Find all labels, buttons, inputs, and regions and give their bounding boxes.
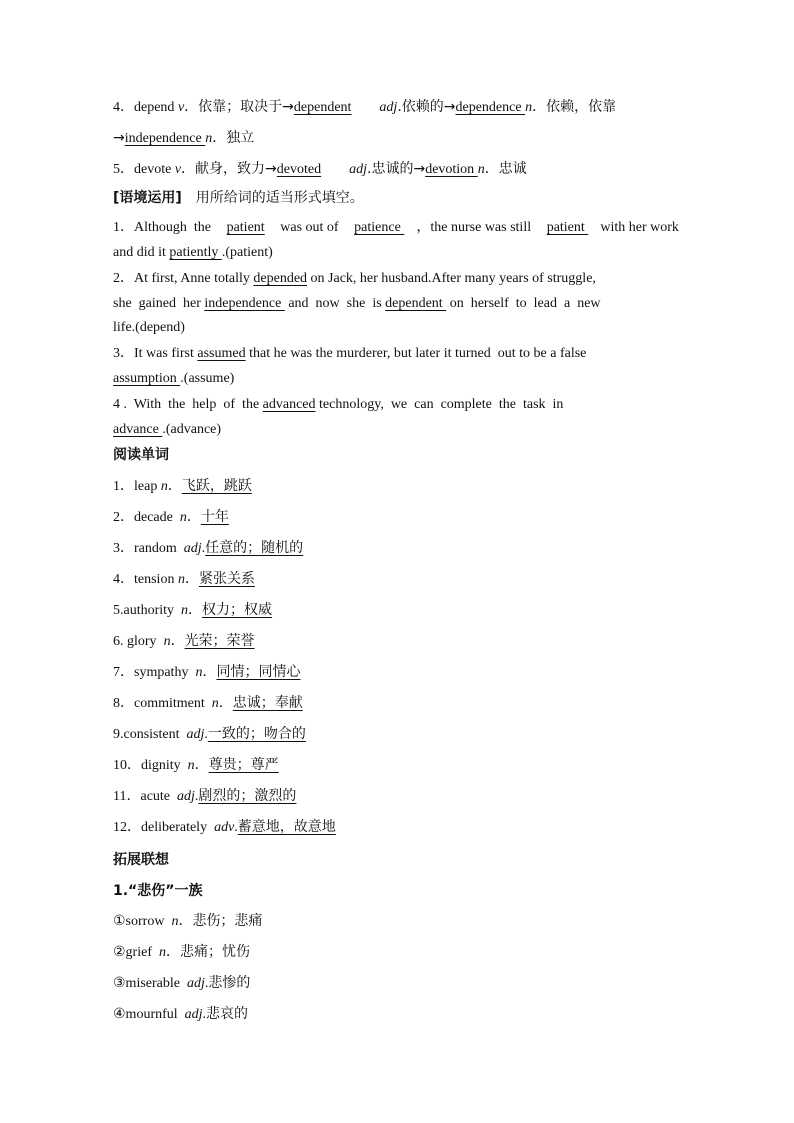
- meaning: ．献身，致力→: [181, 161, 277, 177]
- word: 1．leap: [113, 479, 161, 494]
- text: ，the nurse was still: [416, 220, 535, 235]
- expand-word-item: [113, 911, 262, 932]
- word: 10．dignity: [113, 758, 188, 773]
- meaning: 一致的；吻合的: [207, 726, 306, 742]
- instruction: 用所给词的适当形式填空。: [195, 190, 364, 206]
- pos-label: n: [160, 479, 168, 494]
- answer-assumption: assumption: [113, 371, 181, 386]
- word: ③miserable: [113, 976, 187, 991]
- pos-label: adj: [186, 727, 205, 742]
- pos-label: n: [205, 131, 213, 146]
- separator: ．: [165, 945, 180, 960]
- sentence-2-end: [113, 318, 185, 338]
- word-depend: 4．depend: [113, 100, 178, 115]
- meaning: 尊贵；尊严: [208, 757, 279, 773]
- sentence-3-cont: [113, 369, 234, 389]
- text: and did it: [113, 245, 170, 260]
- meaning: 忠诚；奉献: [232, 695, 303, 711]
- separator: ．: [186, 510, 201, 525]
- separator: .: [194, 789, 199, 804]
- hint: .(advance): [162, 422, 222, 437]
- answer-devotion: devotion: [425, 162, 478, 177]
- pos-label: n: [177, 572, 185, 587]
- word: 6. glory: [113, 634, 164, 649]
- meaning: 同情；同情心: [216, 664, 301, 680]
- expand-title: 拓展联想: [113, 852, 169, 868]
- group-title: [113, 881, 202, 902]
- reading-word-item: [113, 786, 296, 807]
- answer-advance: advance: [113, 422, 163, 437]
- pos-label: n: [477, 162, 485, 177]
- pos-label: n: [195, 665, 203, 680]
- meaning: 悲伤；悲痛: [192, 913, 263, 929]
- answer-dependent-2: dependent: [385, 296, 447, 311]
- text: technology, we can complete the task in: [315, 397, 564, 412]
- separator: ．: [202, 665, 217, 680]
- meaning: 飞跃，跳跃: [181, 478, 252, 494]
- text: 2．At first, Anne totally: [113, 271, 254, 286]
- separator: .: [201, 541, 206, 556]
- pos-label: adv: [214, 820, 235, 835]
- sentence-4: [113, 395, 563, 415]
- vocab-independence-line: [113, 128, 254, 149]
- arrow: →: [113, 130, 125, 146]
- reading-word-item: [113, 662, 300, 683]
- text: 4 . With the help of the: [113, 397, 263, 412]
- meaning: 悲惨的: [208, 975, 251, 991]
- answer-patient: patient: [226, 220, 265, 235]
- meaning: 光荣；荣誉: [184, 633, 255, 649]
- text: life.(depend): [113, 320, 185, 335]
- text: was out of: [276, 220, 343, 235]
- word: 12．deliberately: [113, 820, 215, 835]
- sentence-1-cont: [113, 243, 273, 263]
- meaning: 紧张关系: [198, 571, 255, 587]
- vocab-devote-line: [113, 159, 527, 180]
- answer-assumed: assumed: [197, 346, 246, 361]
- separator: ．: [218, 696, 233, 711]
- separator: .: [204, 976, 209, 991]
- pos-label: v: [177, 100, 185, 115]
- meaning: ．独立: [212, 130, 255, 146]
- pos-label: adj: [183, 541, 202, 556]
- word: 8．commitment: [113, 696, 212, 711]
- sentence-2-cont: [113, 294, 601, 314]
- separator: ．: [167, 479, 182, 494]
- separator: ．: [194, 758, 209, 773]
- context-heading: [113, 188, 364, 209]
- sentence-2: [113, 269, 679, 289]
- section-title: [语境运用]: [113, 190, 182, 206]
- answer-dependence: dependence: [455, 100, 526, 115]
- pos-label: n: [525, 100, 533, 115]
- word: 4．tension: [113, 572, 178, 587]
- pos-label: n: [187, 758, 195, 773]
- meaning: 权力；权威: [202, 602, 273, 618]
- meaning: 悲痛；忧伤: [179, 944, 250, 960]
- answer-independence: independence: [124, 131, 206, 146]
- pos-label: n: [171, 914, 179, 929]
- word: 11．acute: [113, 789, 178, 804]
- text: 3．It was first: [113, 346, 198, 361]
- reading-word-item: [113, 569, 255, 590]
- vocab-depend-line: [113, 97, 616, 118]
- pos-label: adj: [186, 976, 205, 991]
- separator: ．: [178, 914, 193, 929]
- pos-label: adj: [379, 100, 398, 115]
- answer-independence-2: independence: [204, 296, 285, 311]
- answer-patience: patience: [354, 220, 405, 235]
- word: ②grief: [113, 945, 159, 960]
- word: ④mournful: [113, 1007, 185, 1022]
- text: she gained her: [113, 296, 205, 311]
- meaning: 悲哀的: [206, 1006, 249, 1022]
- answer-depended: depended: [253, 271, 308, 286]
- reading-word-item: [113, 724, 306, 745]
- separator: ．: [184, 572, 199, 587]
- meaning: .忠诚的→: [367, 161, 426, 177]
- reading-word-item: [113, 631, 255, 652]
- text: 1．Although the: [113, 220, 215, 235]
- hint: .(patient): [221, 245, 273, 260]
- pos-label: n: [181, 603, 189, 618]
- meaning: 剧烈的；激烈的: [198, 788, 297, 804]
- pos-label: v: [174, 162, 182, 177]
- pos-label: adj: [177, 789, 195, 804]
- reading-word-item: [113, 755, 279, 776]
- answer-dependent: dependent: [293, 100, 352, 115]
- expand-word-item: [113, 1004, 248, 1025]
- text: and now she is: [284, 296, 386, 311]
- pos-label: n: [211, 696, 219, 711]
- meaning: ．忠诚: [484, 161, 527, 177]
- meaning: 蓄意地，故意地: [237, 819, 336, 835]
- text: on herself to lead a new: [446, 296, 601, 311]
- separator: .: [234, 820, 238, 835]
- meaning: ．依靠；取决于→: [184, 99, 294, 115]
- word: 3．random: [113, 541, 184, 556]
- reading-word-item: [113, 817, 336, 838]
- text: that he was the murderer, but later it turned out to be a false: [245, 346, 587, 361]
- expand-word-item: [113, 942, 250, 963]
- hint: .(assume): [180, 371, 235, 386]
- word: 7．sympathy: [113, 665, 196, 680]
- expand-word-item: [113, 973, 250, 994]
- reading-words-title: 阅读单词: [113, 447, 169, 463]
- answer-devoted: devoted: [276, 162, 322, 177]
- pos-label: n: [179, 510, 187, 525]
- answer-advanced: advanced: [262, 397, 316, 412]
- pos-label: n: [163, 634, 171, 649]
- reading-word-item: [113, 693, 303, 714]
- answer-patient-2: patient: [546, 220, 589, 235]
- separator: .: [204, 727, 208, 742]
- meaning: 十年: [200, 509, 229, 525]
- answer-patiently: patiently: [169, 245, 222, 260]
- separator: ．: [170, 634, 185, 649]
- pos-label: adj: [184, 1007, 203, 1022]
- word: 2．decade: [113, 510, 180, 525]
- sentence-row: [113, 218, 679, 238]
- reading-word-item: [113, 476, 252, 497]
- reading-word-item: [113, 600, 272, 621]
- group-label: 1.“悲伤”一族: [113, 883, 203, 899]
- text: on Jack, her husband.After many years of struggle,: [307, 271, 596, 286]
- reading-word-item: [113, 507, 229, 528]
- separator: ．: [188, 603, 203, 618]
- meaning: ．依赖，依靠: [532, 99, 617, 115]
- word: 5.authority: [113, 603, 182, 618]
- sentence-3: [113, 344, 586, 364]
- word: 9.consistent: [113, 727, 187, 742]
- meaning: .依赖的→: [397, 99, 456, 115]
- separator: .: [202, 1007, 207, 1022]
- sentence-4-cont: [113, 420, 221, 440]
- sentence-1: [113, 218, 679, 238]
- meaning: 任意的；随机的: [205, 540, 304, 556]
- reading-word-item: [113, 538, 303, 559]
- pos-label: adj: [349, 162, 367, 177]
- pos-label: n: [158, 945, 166, 960]
- word: ①sorrow: [113, 914, 172, 929]
- word-devote: 5．devote: [113, 162, 175, 177]
- text: with her work: [600, 220, 679, 235]
